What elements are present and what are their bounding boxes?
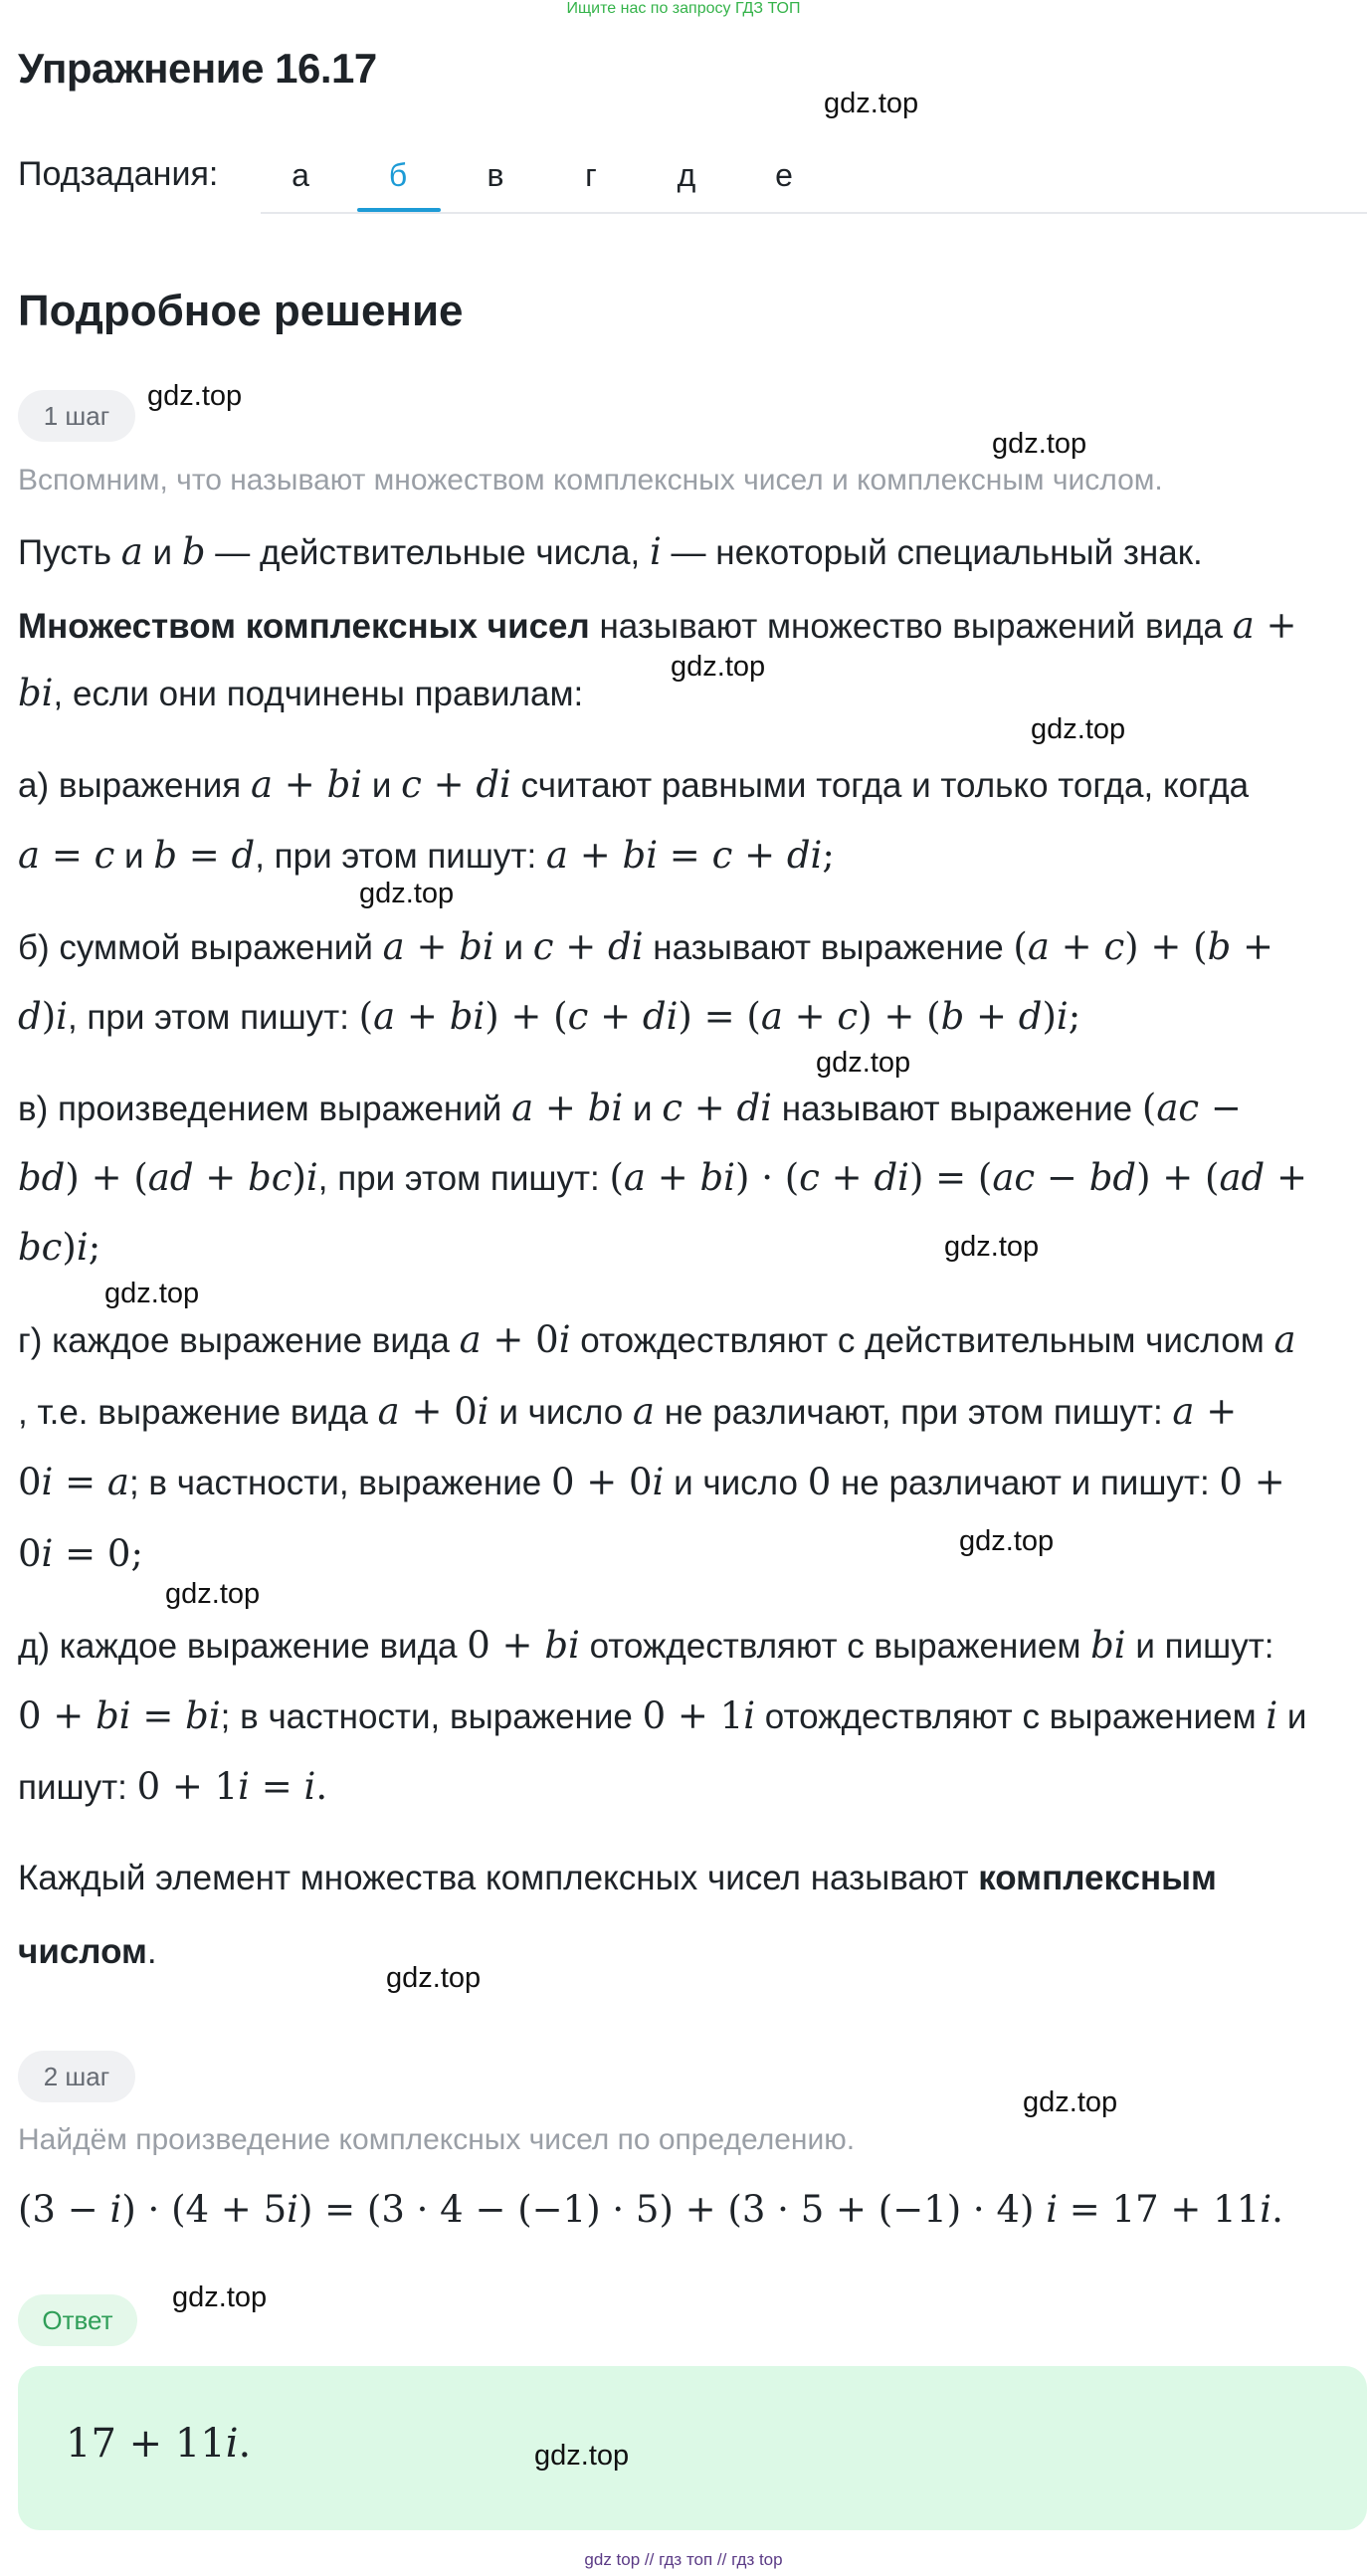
active-tab-indicator bbox=[357, 208, 441, 212]
definition-line-1: Множеством комплексных чисел называют множество выражений вида a + bbox=[18, 604, 1297, 647]
step-2-hint: Найдём произведение комплексных чисел по определению. bbox=[18, 2123, 856, 2156]
answer-badge: Ответ bbox=[18, 2294, 137, 2346]
watermark: gdz.top bbox=[359, 878, 455, 909]
watermark: gdz.top bbox=[165, 1578, 261, 1610]
step-1-hint: Вспомним, что называют множеством комплексных чисел и комплексным числом. bbox=[18, 464, 1163, 496]
rule-g-line-4: 0i = 0; bbox=[18, 1532, 143, 1575]
page-title: Упражнение 16.17 bbox=[18, 45, 377, 92]
rule-a-line-2: a = c и b = d, при этом пишут: a + bi = c + di; bbox=[18, 834, 835, 877]
watermark: gdz.top bbox=[534, 2440, 630, 2472]
footer-links: gdz top // гдз топ // гдз top bbox=[584, 2550, 783, 2569]
watermark: gdz.top bbox=[147, 380, 243, 412]
subtasks-label: Подзадания: bbox=[18, 155, 219, 193]
rule-b-line-2: d)i, при этом пишут: (a + bi) + (c + di) = (a + c) + (b + d)i; bbox=[18, 995, 1081, 1038]
watermark: gdz.top bbox=[1023, 2086, 1118, 2118]
rule-b-line-1: б) суммой выражений a + bi и c + di называют выражение (a + c) + (b + bbox=[18, 925, 1274, 968]
watermark: gdz.top bbox=[944, 1231, 1040, 1263]
step-2-badge: 2 шаг bbox=[18, 2051, 135, 2102]
rule-d-line-3: пишут: 0 + 1i = i. bbox=[18, 1765, 328, 1808]
tab-a[interactable]: а bbox=[292, 157, 309, 193]
watermark: gdz.top bbox=[816, 1047, 911, 1079]
watermark: gdz.top bbox=[104, 1278, 200, 1309]
conclusion-line-2: числом. bbox=[18, 1932, 157, 1971]
rule-a-line-1: а) выражения a + bi и c + di считают равными тогда и только тогда, когда bbox=[18, 763, 1250, 806]
answer-value: 17 + 11i. bbox=[66, 2421, 252, 2467]
watermark: gdz.top bbox=[172, 2281, 268, 2313]
rule-v-line-2: bd) + (ad + bc)i, при этом пишут: (a + bi) · (c + di) = (ac − bd) + (ad + bbox=[18, 1156, 1307, 1199]
definition-line-2: bi, если они подчинены правилам: bbox=[18, 672, 584, 714]
rule-g-line-1: г) каждое выражение вида a + 0i отождествляют с действительным числом a bbox=[18, 1318, 1296, 1361]
section-title: Подробное решение bbox=[18, 287, 464, 335]
step-1-badge: 1 шаг bbox=[18, 390, 135, 442]
tab-b[interactable]: б bbox=[388, 157, 408, 193]
rule-d-line-1: д) каждое выражение вида 0 + bi отождествляют с выражением bi и пишут: bbox=[18, 1624, 1274, 1667]
watermark: gdz.top bbox=[959, 1525, 1055, 1557]
rule-d-line-2: 0 + bi = bi; в частности, выражение 0 + 1i отождествляют с выражением i и bbox=[18, 1694, 1307, 1737]
tab-v[interactable]: в bbox=[487, 157, 504, 193]
rule-v-line-1: в) произведением выражений a + bi и c + di называют выражение (ac − bbox=[18, 1087, 1242, 1129]
watermark: gdz.top bbox=[824, 88, 919, 119]
watermark: gdz.top bbox=[386, 1962, 482, 1994]
tab-e[interactable]: е bbox=[775, 157, 793, 193]
watermark: gdz.top bbox=[671, 651, 766, 683]
definition-intro: Пусть a и b — действительные числа, i — некоторый специальный знак. bbox=[18, 530, 1203, 573]
conclusion-line-1: Каждый элемент множества комплексных чисел называют комплексным bbox=[18, 1859, 1217, 1897]
rule-g-line-2: , т.е. выражение вида a + 0i и число a не различают, при этом пишут: a + bbox=[18, 1390, 1238, 1433]
tab-g[interactable]: г bbox=[585, 157, 597, 193]
product-calculation: (3 − i) · (4 + 5i) = (3 · 4 − (−1) · 5) + (3 · 5 + (−1) · 4) i = 17 + 11i. bbox=[18, 2188, 1283, 2231]
rule-v-line-3: bc)i; bbox=[18, 1226, 101, 1269]
watermark: gdz.top bbox=[1031, 713, 1126, 745]
rule-g-line-3: 0i = a; в частности, выражение 0 + 0i и число 0 не различают и пишут: 0 + bbox=[18, 1461, 1285, 1503]
watermark: gdz.top bbox=[992, 428, 1087, 460]
tab-d[interactable]: д bbox=[677, 157, 696, 193]
answer-box bbox=[18, 2366, 1367, 2530]
tabs-divider bbox=[261, 212, 1367, 214]
search-hint-banner: Ищите нас по запросу ГДЗ ТОП bbox=[566, 0, 801, 17]
